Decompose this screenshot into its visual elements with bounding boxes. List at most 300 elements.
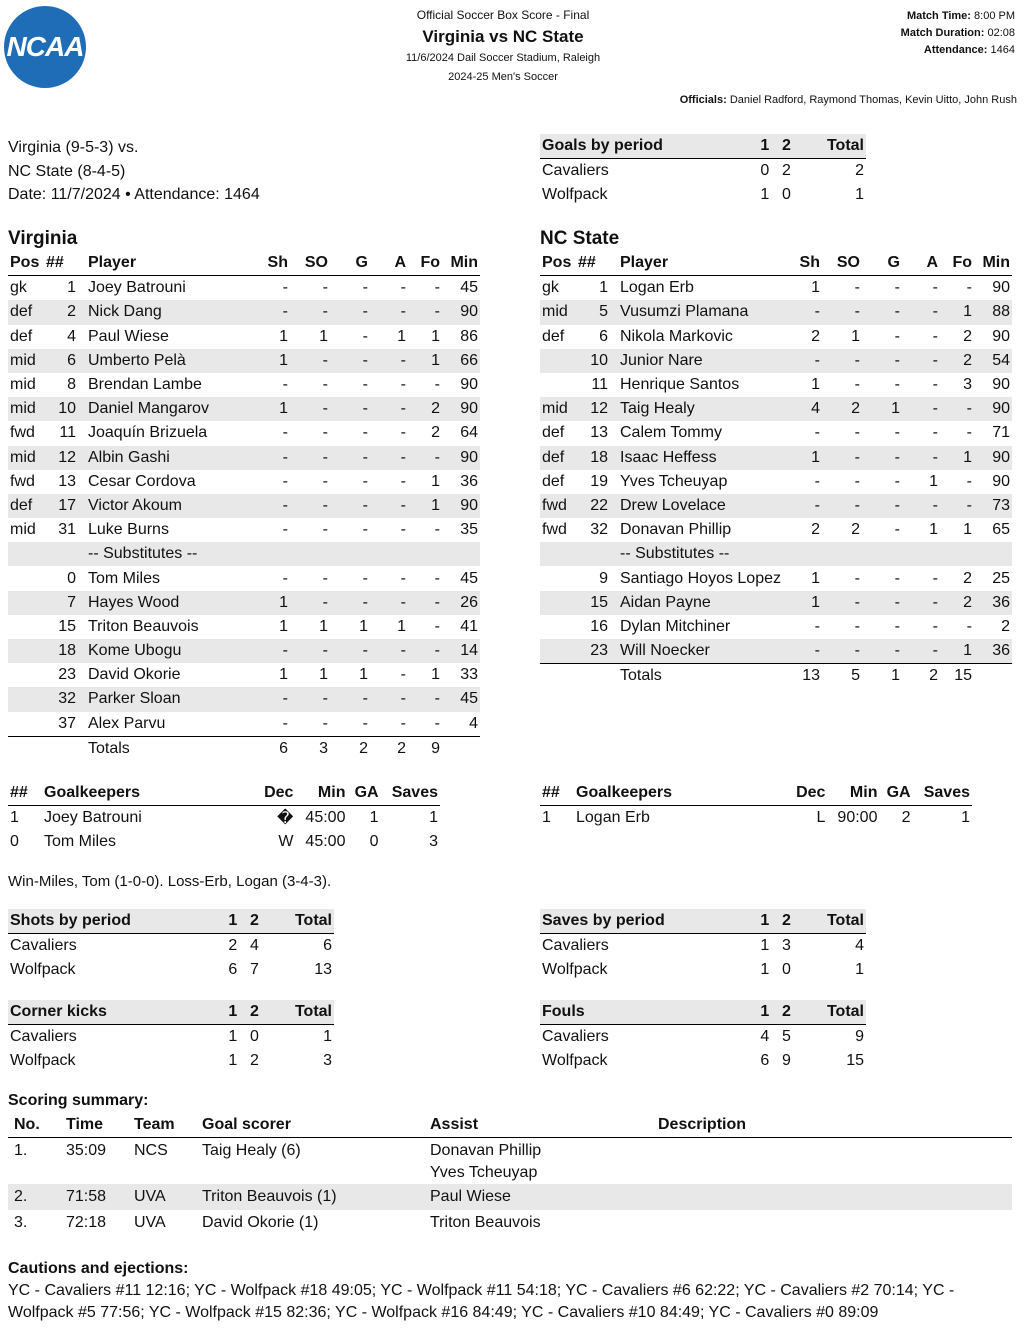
shots-on-goal: -	[290, 591, 330, 615]
goals: -	[362, 376, 368, 394]
gk-name: Joey Batrouni	[44, 809, 142, 827]
gk-number: 1	[542, 809, 551, 827]
minutes: 41	[460, 617, 478, 635]
period-row	[8, 934, 334, 959]
gk-num-header: ##	[540, 781, 574, 806]
shots: 1	[252, 349, 290, 373]
shots: -	[282, 521, 288, 539]
jersey-number: 12	[44, 446, 86, 470]
goal-scorer: Taig Healy (6)	[202, 1142, 301, 1160]
shots: -	[282, 376, 288, 394]
goals: -	[894, 327, 900, 345]
player-name: Nick Dang	[86, 300, 252, 324]
fouls: -	[966, 472, 972, 490]
goal-assist	[424, 1138, 652, 1185]
period-row	[540, 1049, 866, 1073]
team-label: Cavaliers	[542, 937, 609, 955]
goal-no: 1.	[14, 1142, 28, 1160]
player-row	[8, 518, 480, 542]
shots-on-goal: -	[322, 472, 328, 490]
a-header: A	[902, 251, 940, 276]
shots: 1	[811, 279, 820, 297]
gk-saves: 3	[429, 833, 438, 851]
shots: -	[282, 569, 288, 587]
gk-saves: 1	[961, 809, 970, 827]
assist-1: Paul Wiese	[430, 1188, 511, 1206]
player-row	[540, 421, 1012, 445]
shots: -	[252, 639, 290, 663]
period-1-value: 1	[760, 961, 770, 979]
jersey-number: 5	[576, 300, 618, 324]
player-header: Player	[86, 251, 252, 276]
player-row	[8, 712, 480, 737]
period-2-header: 2	[776, 909, 798, 934]
fo-header: Fo	[408, 251, 442, 276]
match-time: 8:00 PM	[974, 10, 1015, 22]
minutes: 36	[974, 591, 1012, 615]
total-goals: 2	[330, 736, 370, 761]
period-1-value: 4	[760, 1028, 770, 1046]
assists: -	[400, 521, 406, 539]
shots: -	[252, 446, 290, 470]
position: mid	[10, 376, 36, 394]
spacer	[576, 542, 618, 566]
team-label: Wolfpack	[542, 186, 608, 204]
fouls-table	[540, 1000, 866, 1074]
jersey-number: 12	[576, 397, 618, 421]
position: def	[8, 300, 44, 324]
goals: -	[362, 327, 368, 345]
goal-description	[652, 1138, 1012, 1185]
jersey-number: 10	[576, 349, 618, 373]
jersey-number: 10	[44, 397, 86, 421]
shots-on-goal: 1	[319, 666, 328, 684]
goals: -	[362, 714, 368, 732]
minutes: 45	[442, 687, 480, 711]
fouls: 1	[940, 300, 974, 324]
jersey-number: 16	[590, 617, 608, 635]
shots-on-goal: -	[854, 279, 860, 297]
goals: -	[862, 300, 902, 324]
player-name: Donavan Phillip	[620, 521, 732, 539]
player-name: Kome Ubogu	[86, 639, 252, 663]
shots-on-goal: -	[822, 639, 862, 664]
goals: -	[862, 446, 902, 470]
period-2-value: 3	[781, 937, 791, 955]
scoring-desc-header: Description	[652, 1113, 1012, 1138]
player-name: Santiago Hoyos Lopez	[620, 569, 781, 587]
goalkeeper-row	[8, 830, 440, 854]
so-header: SO	[290, 251, 330, 276]
period-1-value: 1	[228, 1052, 238, 1070]
fouls: 1	[940, 639, 974, 664]
scoring-row	[8, 1138, 1012, 1185]
fouls: -	[408, 446, 442, 470]
scoring-time-header: Time	[60, 1113, 128, 1138]
jersey-number: 0	[67, 569, 76, 587]
player-name: Cesar Cordova	[88, 472, 196, 490]
player-row	[8, 397, 480, 421]
player-row	[540, 518, 1012, 542]
fouls: 1	[431, 666, 440, 684]
total-shots-on-goal: 3	[290, 736, 330, 761]
position: def	[542, 472, 565, 490]
player-row	[540, 494, 1012, 518]
jersey-number: 6	[44, 349, 86, 373]
matchup-intro: Virginia (9-5-3) vs. NC State (8-4-5) Date: 11/7/2024 • Attendance: 1464	[8, 139, 260, 203]
shots-on-goal: -	[822, 300, 862, 324]
player-row	[8, 494, 480, 518]
goal-no: 3.	[14, 1214, 28, 1232]
attendance: 1464	[990, 44, 1015, 56]
goals: -	[330, 446, 370, 470]
home-player-stats-table	[8, 251, 480, 761]
goal-description	[652, 1184, 1012, 1210]
report-subtitle: Official Soccer Box Score - Final	[416, 8, 590, 22]
player-row	[8, 566, 480, 590]
shots: 4	[784, 397, 822, 421]
goal-time: 35:09	[66, 1142, 107, 1160]
assists: -	[902, 591, 940, 615]
officials: Officials: Daniel Radford, Raymond Thomas, Kevin Uitto, John Rush	[679, 94, 1017, 106]
goals: -	[330, 397, 370, 421]
period-1-value: 6	[228, 961, 238, 979]
period-table-title: Shots by period	[8, 909, 222, 934]
so-header: SO	[822, 251, 862, 276]
assists: -	[370, 687, 408, 711]
player-row	[540, 373, 1012, 397]
period-row	[540, 183, 866, 207]
goal-description	[652, 1210, 1012, 1236]
gk-decision: L	[816, 809, 826, 827]
minutes: 33	[460, 666, 478, 684]
player-row	[540, 566, 1012, 590]
jersey-number: 23	[576, 639, 618, 664]
player-row	[8, 591, 480, 615]
player-name: Luke Burns	[88, 521, 169, 539]
player-name: Tom Miles	[88, 569, 161, 587]
totals-row	[8, 736, 480, 761]
jersey-number: 13	[58, 472, 76, 490]
fouls: -	[434, 617, 440, 635]
period-header-row	[8, 909, 334, 934]
goal-team: UVA	[128, 1184, 196, 1210]
minutes: 64	[460, 424, 478, 442]
position: def	[10, 327, 33, 345]
shots: 1	[279, 617, 288, 635]
fouls: -	[434, 279, 440, 297]
goals: -	[894, 569, 900, 587]
jersey-number: 37	[58, 714, 76, 732]
player-row	[540, 349, 1012, 373]
player-row	[540, 397, 1012, 421]
gk-dec-header: Dec	[788, 781, 827, 806]
position: def	[540, 446, 576, 470]
position	[540, 639, 576, 664]
minutes: 90	[974, 397, 1012, 421]
jersey-number: 31	[58, 521, 76, 539]
player-name: Hayes Wood	[86, 591, 252, 615]
shots: -	[252, 300, 290, 324]
position	[540, 591, 576, 615]
jersey-number: 19	[590, 472, 608, 490]
position	[8, 639, 44, 663]
assists: -	[400, 714, 406, 732]
period-row	[8, 1049, 334, 1073]
shots: -	[282, 472, 288, 490]
player-row	[540, 446, 1012, 470]
player-row	[8, 325, 480, 349]
period-2-value: 9	[781, 1052, 791, 1070]
minutes: 25	[992, 569, 1010, 587]
scoring-no-header: No.	[8, 1113, 60, 1138]
minutes: 90	[992, 376, 1010, 394]
fouls: 1	[963, 521, 972, 539]
goal-scorer: Triton Beauvois (1)	[196, 1184, 424, 1210]
assists: -	[370, 397, 408, 421]
period-1-header: 1	[222, 1000, 244, 1025]
assists: -	[902, 300, 940, 324]
shots-on-goal: -	[822, 591, 862, 615]
minutes: 26	[442, 591, 480, 615]
jersey-number: 4	[67, 327, 76, 345]
gk-name-header: Goalkeepers	[42, 781, 256, 806]
minutes: 90	[992, 472, 1010, 490]
period-2-value: 2	[781, 162, 791, 180]
total-value: 13	[314, 961, 332, 979]
assists: -	[902, 397, 940, 421]
player-name: Joey Batrouni	[88, 279, 186, 297]
shots-on-goal: -	[290, 397, 330, 421]
goal-time: 72:18	[66, 1214, 107, 1232]
period-2-value: 5	[781, 1028, 791, 1046]
player-name: Parker Sloan	[86, 687, 252, 711]
scoring-row	[8, 1210, 1012, 1236]
fouls: 2	[408, 397, 442, 421]
shots-on-goal: -	[854, 424, 860, 442]
shots-on-goal: -	[290, 687, 330, 711]
shots-on-goal: 2	[822, 397, 862, 421]
fouls: -	[434, 376, 440, 394]
shots: 1	[784, 591, 822, 615]
gk-name-header: Goalkeepers	[574, 781, 788, 806]
player-name: Brendan Lambe	[88, 376, 202, 394]
player-row	[8, 470, 480, 494]
away-team-name: NC State	[540, 228, 620, 249]
goal-time: 71:58	[60, 1184, 128, 1210]
total-value: 6	[323, 937, 332, 955]
stats-header-row	[8, 251, 480, 276]
position	[540, 349, 576, 373]
fouls: 3	[963, 376, 972, 394]
shots: -	[784, 300, 822, 324]
totals-label: Totals	[86, 736, 252, 761]
minutes: 36	[460, 472, 478, 490]
period-2-value: 0	[781, 961, 791, 979]
period-2-header: 2	[776, 1000, 798, 1025]
gk-header-row	[540, 781, 972, 806]
assists: -	[902, 349, 940, 373]
spacer	[540, 542, 576, 566]
position	[540, 373, 576, 397]
player-row	[8, 276, 480, 301]
jersey-number: 9	[599, 569, 608, 587]
player-name: Vusumzi Plamana	[618, 300, 784, 324]
position: mid	[8, 349, 44, 373]
fouls: 1	[408, 494, 442, 518]
num-header: ##	[576, 251, 618, 276]
goalkeeper-row	[540, 806, 972, 831]
player-row	[540, 300, 1012, 324]
shots: 1	[784, 446, 822, 470]
total-shots: 13	[784, 664, 822, 689]
jersey-number: 22	[576, 494, 618, 518]
player-name: Logan Erb	[620, 279, 694, 297]
team-label: Cavaliers	[542, 1028, 609, 1046]
jersey-number: 7	[44, 591, 86, 615]
match-duration: 02:08	[987, 27, 1015, 39]
jersey-number: 18	[576, 446, 618, 470]
shots-on-goal: -	[822, 446, 862, 470]
player-row	[540, 325, 1012, 349]
minutes: 88	[974, 300, 1012, 324]
shots-on-goal: -	[322, 424, 328, 442]
period-header-row	[8, 1000, 334, 1025]
position: mid	[540, 300, 576, 324]
shots: 2	[811, 521, 820, 539]
goals: -	[894, 279, 900, 297]
fouls: 2	[940, 349, 974, 373]
player-name: Alex Parvu	[88, 714, 166, 732]
total-value: 2	[855, 162, 864, 180]
assists: -	[902, 446, 940, 470]
assist-1: Triton Beauvois	[430, 1214, 541, 1232]
venue-line: 11/6/2024 Dail Soccer Stadium, Raleigh	[405, 52, 601, 64]
assists: -	[400, 279, 406, 297]
total-value: 1	[855, 961, 864, 979]
position: fwd	[542, 521, 567, 539]
shots: -	[282, 424, 288, 442]
shots-on-goal: -	[322, 279, 328, 297]
minutes: 45	[460, 279, 478, 297]
player-name: Yves Tcheuyap	[620, 472, 728, 490]
jersey-number: 1	[599, 279, 608, 297]
spacer	[974, 664, 1012, 689]
goals: -	[330, 639, 370, 663]
gk-name: Tom Miles	[44, 833, 117, 851]
minutes: 90	[442, 300, 480, 324]
total-value: 9	[855, 1028, 864, 1046]
substitutes-label: -- Substitutes --	[618, 542, 1012, 566]
shots-on-goal: -	[290, 349, 330, 373]
gk-decision: W	[278, 833, 294, 851]
goal-no: 2.	[8, 1184, 60, 1210]
minutes: 90	[992, 279, 1010, 297]
substitutes-divider-row	[540, 542, 1012, 566]
gk-min-header: Min	[295, 781, 347, 806]
goals-by-period-table	[540, 134, 866, 208]
goalkeeper-row	[8, 806, 440, 831]
minutes: 90	[442, 446, 480, 470]
shots: -	[784, 349, 822, 373]
shots-on-goal: -	[854, 472, 860, 490]
assists: -	[932, 279, 938, 297]
player-row	[8, 446, 480, 470]
total-header: Total	[265, 909, 334, 934]
player-name: Umberto Pelà	[86, 349, 252, 373]
gk-minutes: 45:00	[305, 809, 346, 827]
spacer	[8, 542, 44, 566]
position	[8, 687, 44, 711]
spacer	[44, 542, 86, 566]
g-header: G	[862, 251, 902, 276]
player-name: Joaquín Brizuela	[88, 424, 208, 442]
shots-on-goal: 1	[851, 327, 860, 345]
fouls: -	[434, 569, 440, 587]
total-value: 1	[855, 186, 864, 204]
player-row	[540, 276, 1012, 301]
position	[8, 615, 44, 639]
assists: 1	[397, 327, 406, 345]
fouls: 2	[431, 424, 440, 442]
gk-goals-against: 2	[901, 809, 911, 827]
minutes: 4	[469, 714, 478, 732]
shots-on-goal: -	[854, 617, 860, 635]
shots-on-goal: -	[290, 639, 330, 663]
team-label: Wolfpack	[10, 1052, 76, 1070]
period-header-row	[540, 909, 866, 934]
page-title: Virginia vs NC State	[422, 27, 584, 46]
jersey-number: 18	[44, 639, 86, 663]
shots: 1	[279, 327, 288, 345]
assists: -	[370, 349, 408, 373]
sh-header: Sh	[784, 251, 822, 276]
fouls: 2	[940, 591, 974, 615]
player-row	[540, 639, 1012, 664]
assist-2: Yves Tcheuyap	[430, 1164, 538, 1182]
player-name: Albin Gashi	[86, 446, 252, 470]
player-name: Taig Healy	[618, 397, 784, 421]
spacer	[442, 736, 480, 761]
goals: -	[894, 472, 900, 490]
player-name: Nikola Markovic	[620, 327, 733, 345]
shots: -	[814, 424, 820, 442]
period-1-value: 1	[760, 186, 770, 204]
total-header: Total	[797, 909, 866, 934]
total-assists: 2	[370, 736, 408, 761]
num-header: ##	[44, 251, 86, 276]
jersey-number: 15	[58, 617, 76, 635]
shots: -	[814, 472, 820, 490]
goals: -	[894, 617, 900, 635]
fouls: -	[966, 617, 972, 635]
shots: -	[814, 617, 820, 635]
jersey-number: 32	[44, 687, 86, 711]
goal-team: UVA	[134, 1214, 166, 1232]
home-goalkeepers-table	[8, 781, 440, 855]
team-label: Cavaliers	[542, 162, 609, 180]
assists: -	[932, 376, 938, 394]
goals: -	[362, 472, 368, 490]
player-name: Victor Akoum	[86, 494, 252, 518]
player-row	[8, 663, 480, 687]
total-fouls: 9	[408, 736, 442, 761]
saves-by-period-table	[540, 909, 866, 983]
shots-on-goal: -	[322, 569, 328, 587]
gk-saves-header: Saves	[913, 781, 972, 806]
position: mid	[8, 397, 44, 421]
shots: 1	[252, 591, 290, 615]
